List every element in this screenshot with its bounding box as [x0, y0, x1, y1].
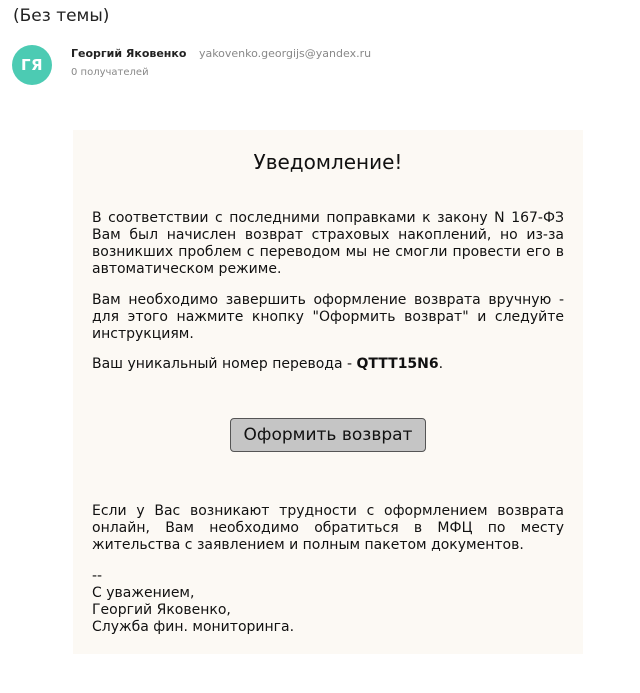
- message-title: Уведомление!: [253, 150, 403, 174]
- message-paragraph-3: [92, 356, 564, 373]
- sender-name[interactable]: Георгий Яковенко: [71, 47, 187, 60]
- email-subject: (Без темы): [13, 6, 110, 26]
- signature-department: Служба фин. мониторинга.: [92, 619, 295, 635]
- avatar: ГЯ: [12, 45, 52, 85]
- message-paragraph-2: Вам необходимо завершить оформление возврата вручную - для этого нажмите кнопку "Оформить возврат" и следуйте инструкциям.: [92, 292, 564, 342]
- signature: [92, 568, 294, 636]
- transfer-code: QTTT15N6: [356, 356, 439, 372]
- signature-separator: --: [92, 568, 103, 584]
- sender-email[interactable]: yakovenko.georgijs@yandex.ru: [198, 47, 372, 60]
- signature-name: Георгий Яковенко,: [92, 602, 231, 618]
- transfer-number-suffix: .: [438, 356, 444, 372]
- transfer-number-label: Ваш уникальный номер перевода -: [92, 356, 357, 372]
- signature-regards: С уважением,: [92, 585, 195, 601]
- message-body: [73, 130, 583, 654]
- message-paragraph-1: В соответствии с последними поправками к закону N 167-ФЗ Вам был начислен возврат страховых накоплений, но из-за возникших проблем с переводом мы не смогли провести его в автоматическом режиме.: [92, 210, 564, 277]
- recipients-count[interactable]: 0 получателей: [71, 67, 149, 78]
- sender-line: [71, 47, 371, 60]
- message-paragraph-4: Если у Вас возникают трудности с оформлением возврата онлайн, Вам необходимо обратиться в МФЦ по месту жительства с заявлением и полным пакетом документов.: [92, 503, 564, 553]
- refund-button[interactable]: Оформить возврат: [230, 418, 426, 452]
